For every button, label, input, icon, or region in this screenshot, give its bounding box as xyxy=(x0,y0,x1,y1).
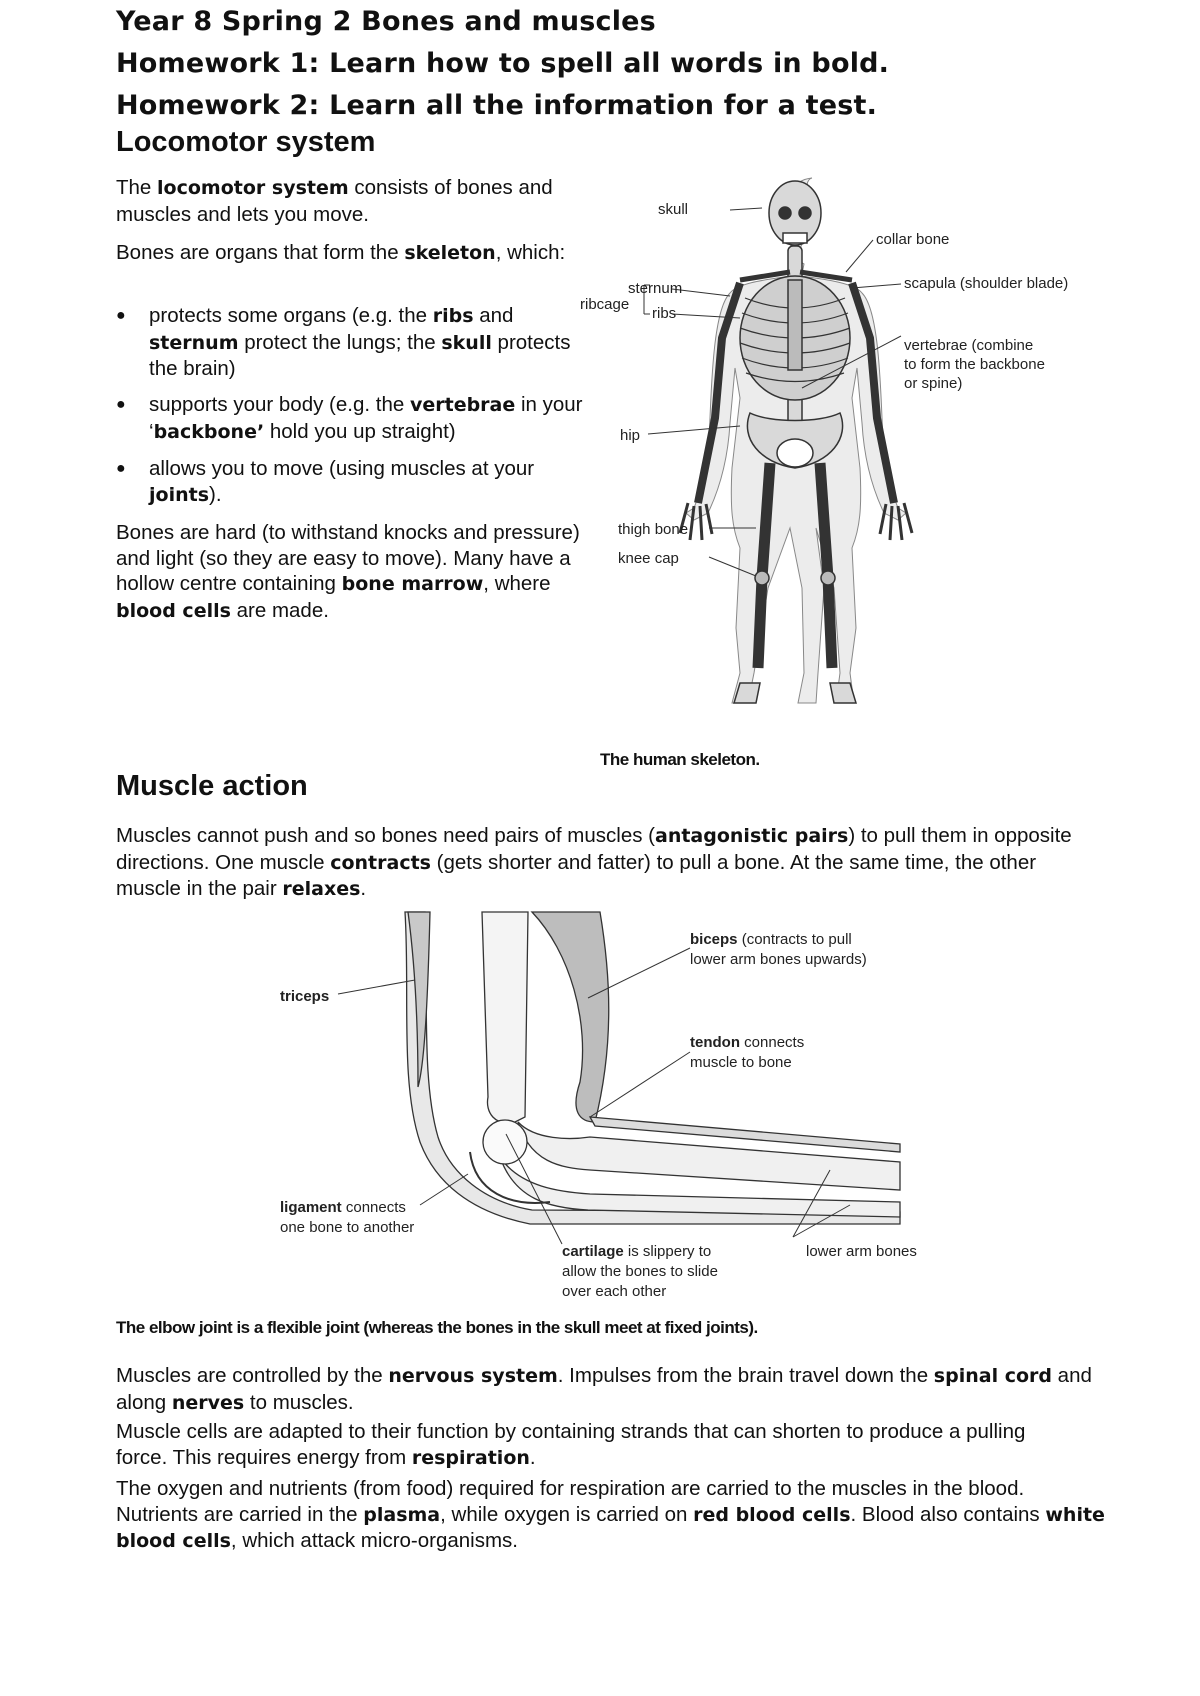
label-lower-arm-bones: lower arm bones xyxy=(806,1243,917,1260)
muscle-paragraph-1: Muscles cannot push and so bones need pairs of muscles (antagonistic pairs) to pull them in opposite directions. One muscle contracts (gets shorter and fatter) to pull a bone. At the same time, the other muscle in the pair relaxes. xyxy=(116,824,1072,900)
label-knee-cap: knee cap xyxy=(618,550,679,567)
locomotor-paragraph-2: Bones are organs that form the skeleton, which: xyxy=(116,241,566,264)
elbow-joint-diagram xyxy=(270,912,950,1307)
label-biceps: biceps (contracts to pull xyxy=(690,931,852,948)
label-cartilage-line-3: over each other xyxy=(562,1283,667,1300)
knee-cap-shape xyxy=(755,571,769,585)
worksheet-title: Year 8 Spring 2 Bones and muscles xyxy=(116,6,656,37)
worksheet-page: Year 8 Spring 2 Bones and muscles Homework 1: Learn how to spell all words in bold. Homework 2: Learn all the information for a test. Locomotor system The locomotor system consists of bones and muscles and lets you move. Bones are organs that form the skeleton, which: ● protects some organs (e.g. the ribs and sternum protect the lungs; the skull protects the brain) ● supports your body (e.g. the vertebrae in your ‘backbone’ hold you up straight) ● allows you to move (using muscles at your joints). Bones are hard (to withstand knocks and pressure) and light (so they are easy to move). Many have a hollow centre containing bone marrow, where blood cells are made. skull collar bone sternum scapula (shoulder blade) ribcage ribs vertebrae (combine to form the backbone or spine) hip thigh bone knee cap The human skeleton. Muscle action Muscles cannot push and so bones need pairs of muscles (antagonistic pairs) to pull them in opposite directions. One muscle contracts (gets shorter and fatter) to pull a bone. At the same time, the other muscle in the pair relaxes. triceps biceps (contracts to pull lower arm bones upwards) tendon connects muscle to bone ligament connects one bone to another cartilage is slippery to allow the bones to slide over each other lower arm bones The elbow joint is a flexible joint (whereas the bones in the skull meet at fixed joints). Muscles are controlled by the nervous system. Impulses from the brain travel down the spinal cord and along nerves to muscles. Muscle cells are adapted to their function by containing strands that can shorten to produce a pulling force. This requires energy from respiration. The oxygen and nutrients (from food) required for respiration are carried to the muscles in the blood. Nutrients are carried in the plasma, while oxygen is carried on red blood cells. Blood also contains white blood cells, which attack micro-organisms. xyxy=(0,0,1200,1696)
biceps-muscle xyxy=(532,912,609,1122)
skeleton-drawing xyxy=(680,178,912,703)
label-collar-bone: collar bone xyxy=(876,231,950,248)
locomotor-paragraph-1: The locomotor system consists of bones and muscles and lets you move. xyxy=(116,176,553,226)
muscle-action-heading: Muscle action xyxy=(116,770,308,802)
nervous-paragraph-3: The oxygen and nutrients (from food) required for respiration are carried to the muscles in the blood. Nutrients are carried in the plasma, while oxygen is carried on red blood cells. Blood also contains white blood cells, which attack micro-organisms. xyxy=(116,1477,1105,1552)
bullet-dot: ● xyxy=(116,396,126,413)
humerus-bone xyxy=(482,912,528,1123)
label-skull: skull xyxy=(658,201,689,218)
elbow-caption: The elbow joint is a flexible joint (whereas the bones in the skull meet at fixed joints). xyxy=(116,1318,758,1337)
elbow-joint-shape xyxy=(483,1120,527,1164)
locomotor-paragraph-3: Bones are hard (to withstand knocks and pressure) and light (so they are easy to move). Many have a hollow centre containing bone marrow, where blood cells are made. xyxy=(116,521,580,622)
skeleton-caption: The human skeleton. xyxy=(600,750,760,769)
label-cartilage-line-2: allow the bones to slide xyxy=(562,1263,718,1280)
label-ribcage: ribcage xyxy=(580,296,630,313)
label-hip: hip xyxy=(620,427,641,444)
bullet-dot: ● xyxy=(116,307,126,324)
label-sternum: sternum xyxy=(628,280,683,297)
label-scapula: scapula (shoulder blade) xyxy=(904,275,1069,292)
label-thigh-bone: thigh bone xyxy=(618,521,689,538)
label-cartilage: cartilage is slippery to xyxy=(562,1243,712,1260)
bullet-dot: ● xyxy=(116,460,126,477)
label-ligament: ligament connects xyxy=(280,1199,406,1216)
label-ligament-line-2: one bone to another xyxy=(280,1219,415,1236)
label-vertebrae-3: or spine) xyxy=(904,375,963,392)
label-vertebrae-1: vertebrae (combine xyxy=(904,337,1034,354)
label-tendon-line-2: muscle to bone xyxy=(690,1054,792,1071)
locomotor-heading: Locomotor system xyxy=(116,126,376,158)
label-vertebrae-2: to form the backbone xyxy=(904,356,1045,373)
label-tendon: tendon connects xyxy=(690,1034,805,1051)
nervous-paragraph-2: Muscle cells are adapted to their function by containing strands that can shorten to produce a pulling force. This requires energy from respiration. xyxy=(116,1420,1026,1469)
label-ribs: ribs xyxy=(652,305,677,322)
nervous-paragraph-1: Muscles are controlled by the nervous system. Impulses from the brain travel down the spinal cord and along nerves to muscles. xyxy=(116,1364,1092,1414)
label-triceps: triceps xyxy=(280,988,330,1005)
homework-2: Homework 2: Learn all the information for a test. xyxy=(116,90,878,121)
label-biceps-line-2: lower arm bones upwards) xyxy=(690,951,867,968)
skeleton-diagram xyxy=(580,168,1110,748)
homework-1: Homework 1: Learn how to spell all words in bold. xyxy=(116,48,890,79)
